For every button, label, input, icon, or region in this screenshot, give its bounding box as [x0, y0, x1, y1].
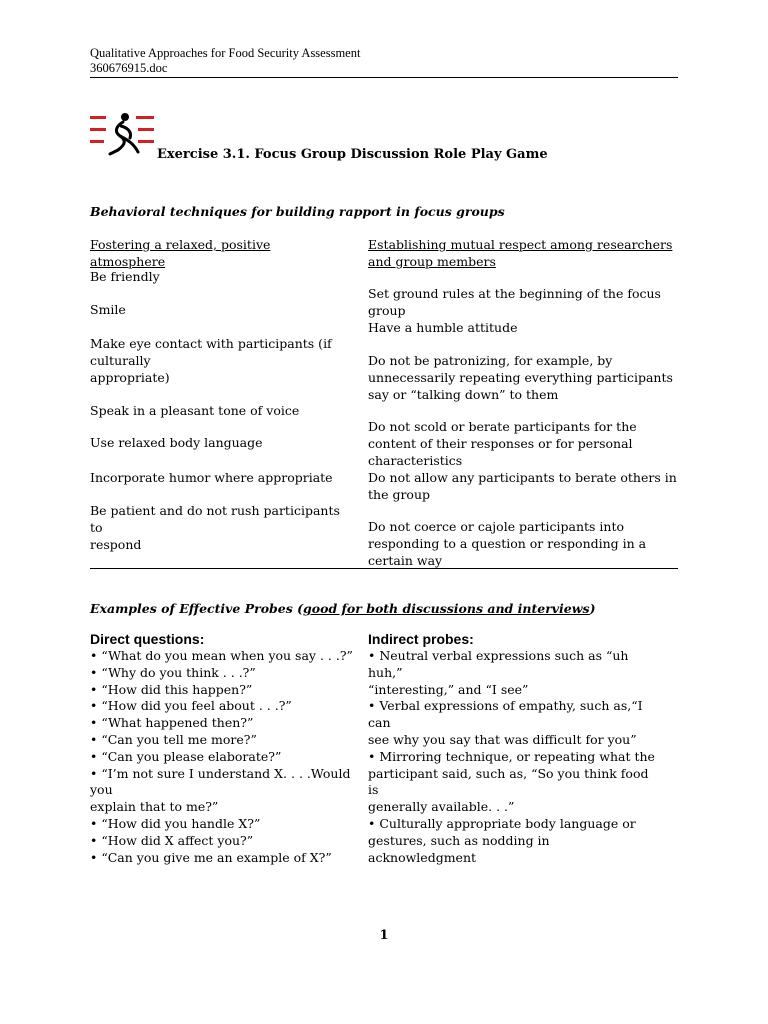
list-item: Smile [90, 302, 126, 317]
probe-line: participant said, such as, “So you think food is [368, 765, 649, 798]
page-number: 1 [379, 928, 389, 943]
probe-line: • Culturally appropriate body language or [368, 815, 636, 831]
probe-line: “interesting,” and “I see” [368, 681, 529, 697]
probes-title-suffix: ) [589, 601, 596, 616]
exercise-title: Exercise 3.1. Focus Group Discussion Role Play Game [157, 147, 548, 162]
header-filename: 360676915.doc [90, 61, 168, 75]
probe-line: gestures, such as nodding in acknowledgment [368, 832, 550, 865]
probe-line: • “What happened then?” [90, 715, 254, 731]
probe-line: • Neutral verbal expressions such as “uh huh,” [368, 648, 629, 680]
header-title: Qualitative Approaches for Food Security Assessment [90, 46, 361, 60]
probe-line: • “How did you feel about . . .?” [90, 698, 292, 714]
probe-line: explain that to me?” [90, 799, 219, 815]
probe-line: • “How did you handle X?” [90, 815, 261, 831]
probe-line: see why you say that was difficult for you” [368, 731, 637, 747]
list-item: Make eye contact with participants (if culturally appropriate) [90, 336, 332, 385]
list-item: Be patient and do not rush participants to respond [90, 503, 340, 552]
section-title-rapport: Behavioral techniques for building rapport in focus groups [90, 204, 505, 219]
list-item: Do not be patronizing, for example, by unnecessarily repeating everything participants say or “talking down” to them [368, 353, 673, 402]
section-divider [90, 568, 678, 569]
header-divider [90, 77, 678, 78]
list-item: Be friendly [90, 269, 160, 284]
probe-line: • Verbal expressions of empathy, such as,“I can [368, 698, 643, 731]
left-column-heading: Fostering a relaxed, positive atmosphere [90, 237, 271, 269]
probe-line: • “Can you give me an example of X?” [90, 849, 332, 865]
probes-title-underlined: good for both discussions and interviews [303, 601, 590, 616]
list-item: Have a humble attitude [368, 320, 518, 335]
list-item: Use relaxed body language [90, 435, 263, 450]
probes-title-prefix: Examples of Effective Probes ( [90, 601, 304, 616]
probe-line: • “How did this happen?” [90, 681, 253, 697]
section-title-probes [90, 601, 595, 616]
probe-line: • Mirroring technique, or repeating what the [368, 748, 655, 764]
direct-questions-heading: Direct questions: [90, 631, 205, 647]
right-column-heading: Establishing mutual respect among researchers and group members [368, 237, 673, 269]
list-item: Do not scold or berate participants for the content of their responses or for personal characteristics [368, 419, 637, 468]
direct-questions-column [90, 630, 360, 866]
probe-line: • “How did X affect you?” [90, 832, 254, 848]
list-item: Do not coerce or cajole participants into responding to a question or responding in a certain way [368, 519, 647, 568]
list-item: Do not allow any participants to berate others in the group [368, 470, 677, 502]
indirect-probes-column [368, 630, 658, 866]
probe-line: • “Why do you think . . .?” [90, 664, 256, 680]
probe-line: • “I’m not sure I understand X. . . .Would you [90, 765, 351, 798]
probe-line: • “Can you please elaborate?” [90, 748, 282, 764]
probe-line: • “Can you tell me more?” [90, 731, 257, 747]
indirect-probes-heading: Indirect probes: [368, 631, 474, 647]
list-item: Incorporate humor where appropriate [90, 470, 333, 485]
list-item: Set ground rules at the beginning of the focus group [368, 286, 661, 318]
probe-line: generally available. . .” [368, 799, 515, 815]
list-item: Speak in a pleasant tone of voice [90, 403, 300, 418]
runner-logo-icon [90, 112, 156, 156]
probe-line: • “What do you mean when you say . . .?” [90, 648, 353, 663]
running-header [90, 46, 360, 76]
